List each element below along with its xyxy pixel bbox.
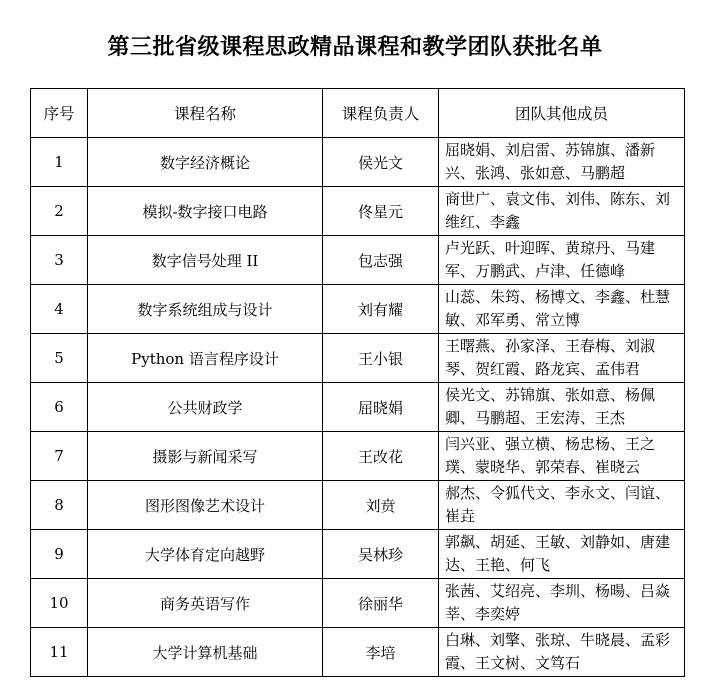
row-team-members: 闫兴亚、强立横、杨忠杨、王之璞、蒙晓华、郭荣春、崔晓云 — [439, 432, 685, 481]
row-index: 11 — [31, 628, 88, 677]
row-index: 5 — [31, 334, 88, 383]
row-course-lead: 佟星元 — [323, 187, 439, 236]
row-course-name: 公共财政学 — [88, 383, 323, 432]
page-title: 第三批省级课程思政精品课程和教学团队获批名单 — [107, 35, 603, 60]
row-course-name: 数字经济概论 — [88, 138, 323, 187]
row-index: 9 — [31, 530, 88, 579]
row-index: 7 — [31, 432, 88, 481]
row-team-members: 王曙燕、孙家泽、王春梅、刘淑琴、贺红霞、路龙宾、孟伟君 — [439, 334, 685, 383]
row-index: 8 — [31, 481, 88, 530]
row-course-lead: 刘贲 — [323, 481, 439, 530]
row-course-name: 模拟-数字接口电路 — [88, 187, 323, 236]
table-row — [31, 334, 685, 383]
table-row — [31, 432, 685, 481]
table-row — [31, 285, 685, 334]
approval-table — [30, 88, 685, 677]
row-course-lead: 吴林珍 — [323, 530, 439, 579]
row-index: 4 — [31, 285, 88, 334]
row-course-name: 大学体育定向越野 — [88, 530, 323, 579]
row-course-name: 摄影与新闻采写 — [88, 432, 323, 481]
row-team-members: 郝杰、令狐代文、李永文、闫谊、崔垚 — [439, 481, 685, 530]
row-course-name: 图形图像艺术设计 — [88, 481, 323, 530]
header-course-lead: 课程负责人 — [323, 89, 439, 138]
row-course-lead: 刘有耀 — [323, 285, 439, 334]
row-course-name: 数字系统组成与设计 — [88, 285, 323, 334]
row-course-lead: 侯光文 — [323, 138, 439, 187]
row-index: 10 — [31, 579, 88, 628]
row-team-members: 侯光文、苏锦旗、张如意、杨佩卿、马鹏超、王宏涛、王杰 — [439, 383, 685, 432]
row-course-lead: 包志强 — [323, 236, 439, 285]
table-row — [31, 481, 685, 530]
row-course-lead: 王小银 — [323, 334, 439, 383]
row-course-name: 商务英语写作 — [88, 579, 323, 628]
header-course-name: 课程名称 — [88, 89, 323, 138]
row-course-name: 大学计算机基础 — [88, 628, 323, 677]
row-course-name: 数字信号处理 II — [88, 236, 323, 285]
row-team-members: 山蕊、朱筠、杨博文、李鑫、杜慧敏、邓军勇、常立博 — [439, 285, 685, 334]
table-row — [31, 383, 685, 432]
header-team-members: 团队其他成员 — [439, 89, 685, 138]
row-course-lead: 李培 — [323, 628, 439, 677]
table-row — [31, 530, 685, 579]
row-team-members: 张茜、艾绍亮、李圳、杨暘、吕焱莘、李奕婷 — [439, 579, 685, 628]
row-course-lead: 徐丽华 — [323, 579, 439, 628]
row-index: 2 — [31, 187, 88, 236]
row-team-members: 商世广、袁文伟、刘伟、陈东、刘维红、李鑫 — [439, 187, 685, 236]
row-index: 1 — [31, 138, 88, 187]
row-course-lead: 屈晓娟 — [323, 383, 439, 432]
table-row — [31, 236, 685, 285]
row-team-members: 屈晓娟、刘启雷、苏锦旗、潘新兴、张鸿、张如意、马鹏超 — [439, 138, 685, 187]
table-row — [31, 187, 685, 236]
row-team-members: 白琳、刘擎、张琼、牛晓晨、孟彩霞、王文树、文笃石 — [439, 628, 685, 677]
table-header-row — [31, 89, 685, 138]
table-row — [31, 628, 685, 677]
row-index: 3 — [31, 236, 88, 285]
row-course-name: Python 语言程序设计 — [88, 334, 323, 383]
row-course-lead: 王改花 — [323, 432, 439, 481]
row-index: 6 — [31, 383, 88, 432]
table-row — [31, 579, 685, 628]
row-team-members: 卢光跃、叶迎晖、黄琼丹、马建军、万鹏武、卢津、任德峰 — [439, 236, 685, 285]
table-row — [31, 138, 685, 187]
row-team-members: 郭飙、胡延、王敏、刘静如、唐建达、王艳、何飞 — [439, 530, 685, 579]
header-index: 序号 — [31, 89, 88, 138]
